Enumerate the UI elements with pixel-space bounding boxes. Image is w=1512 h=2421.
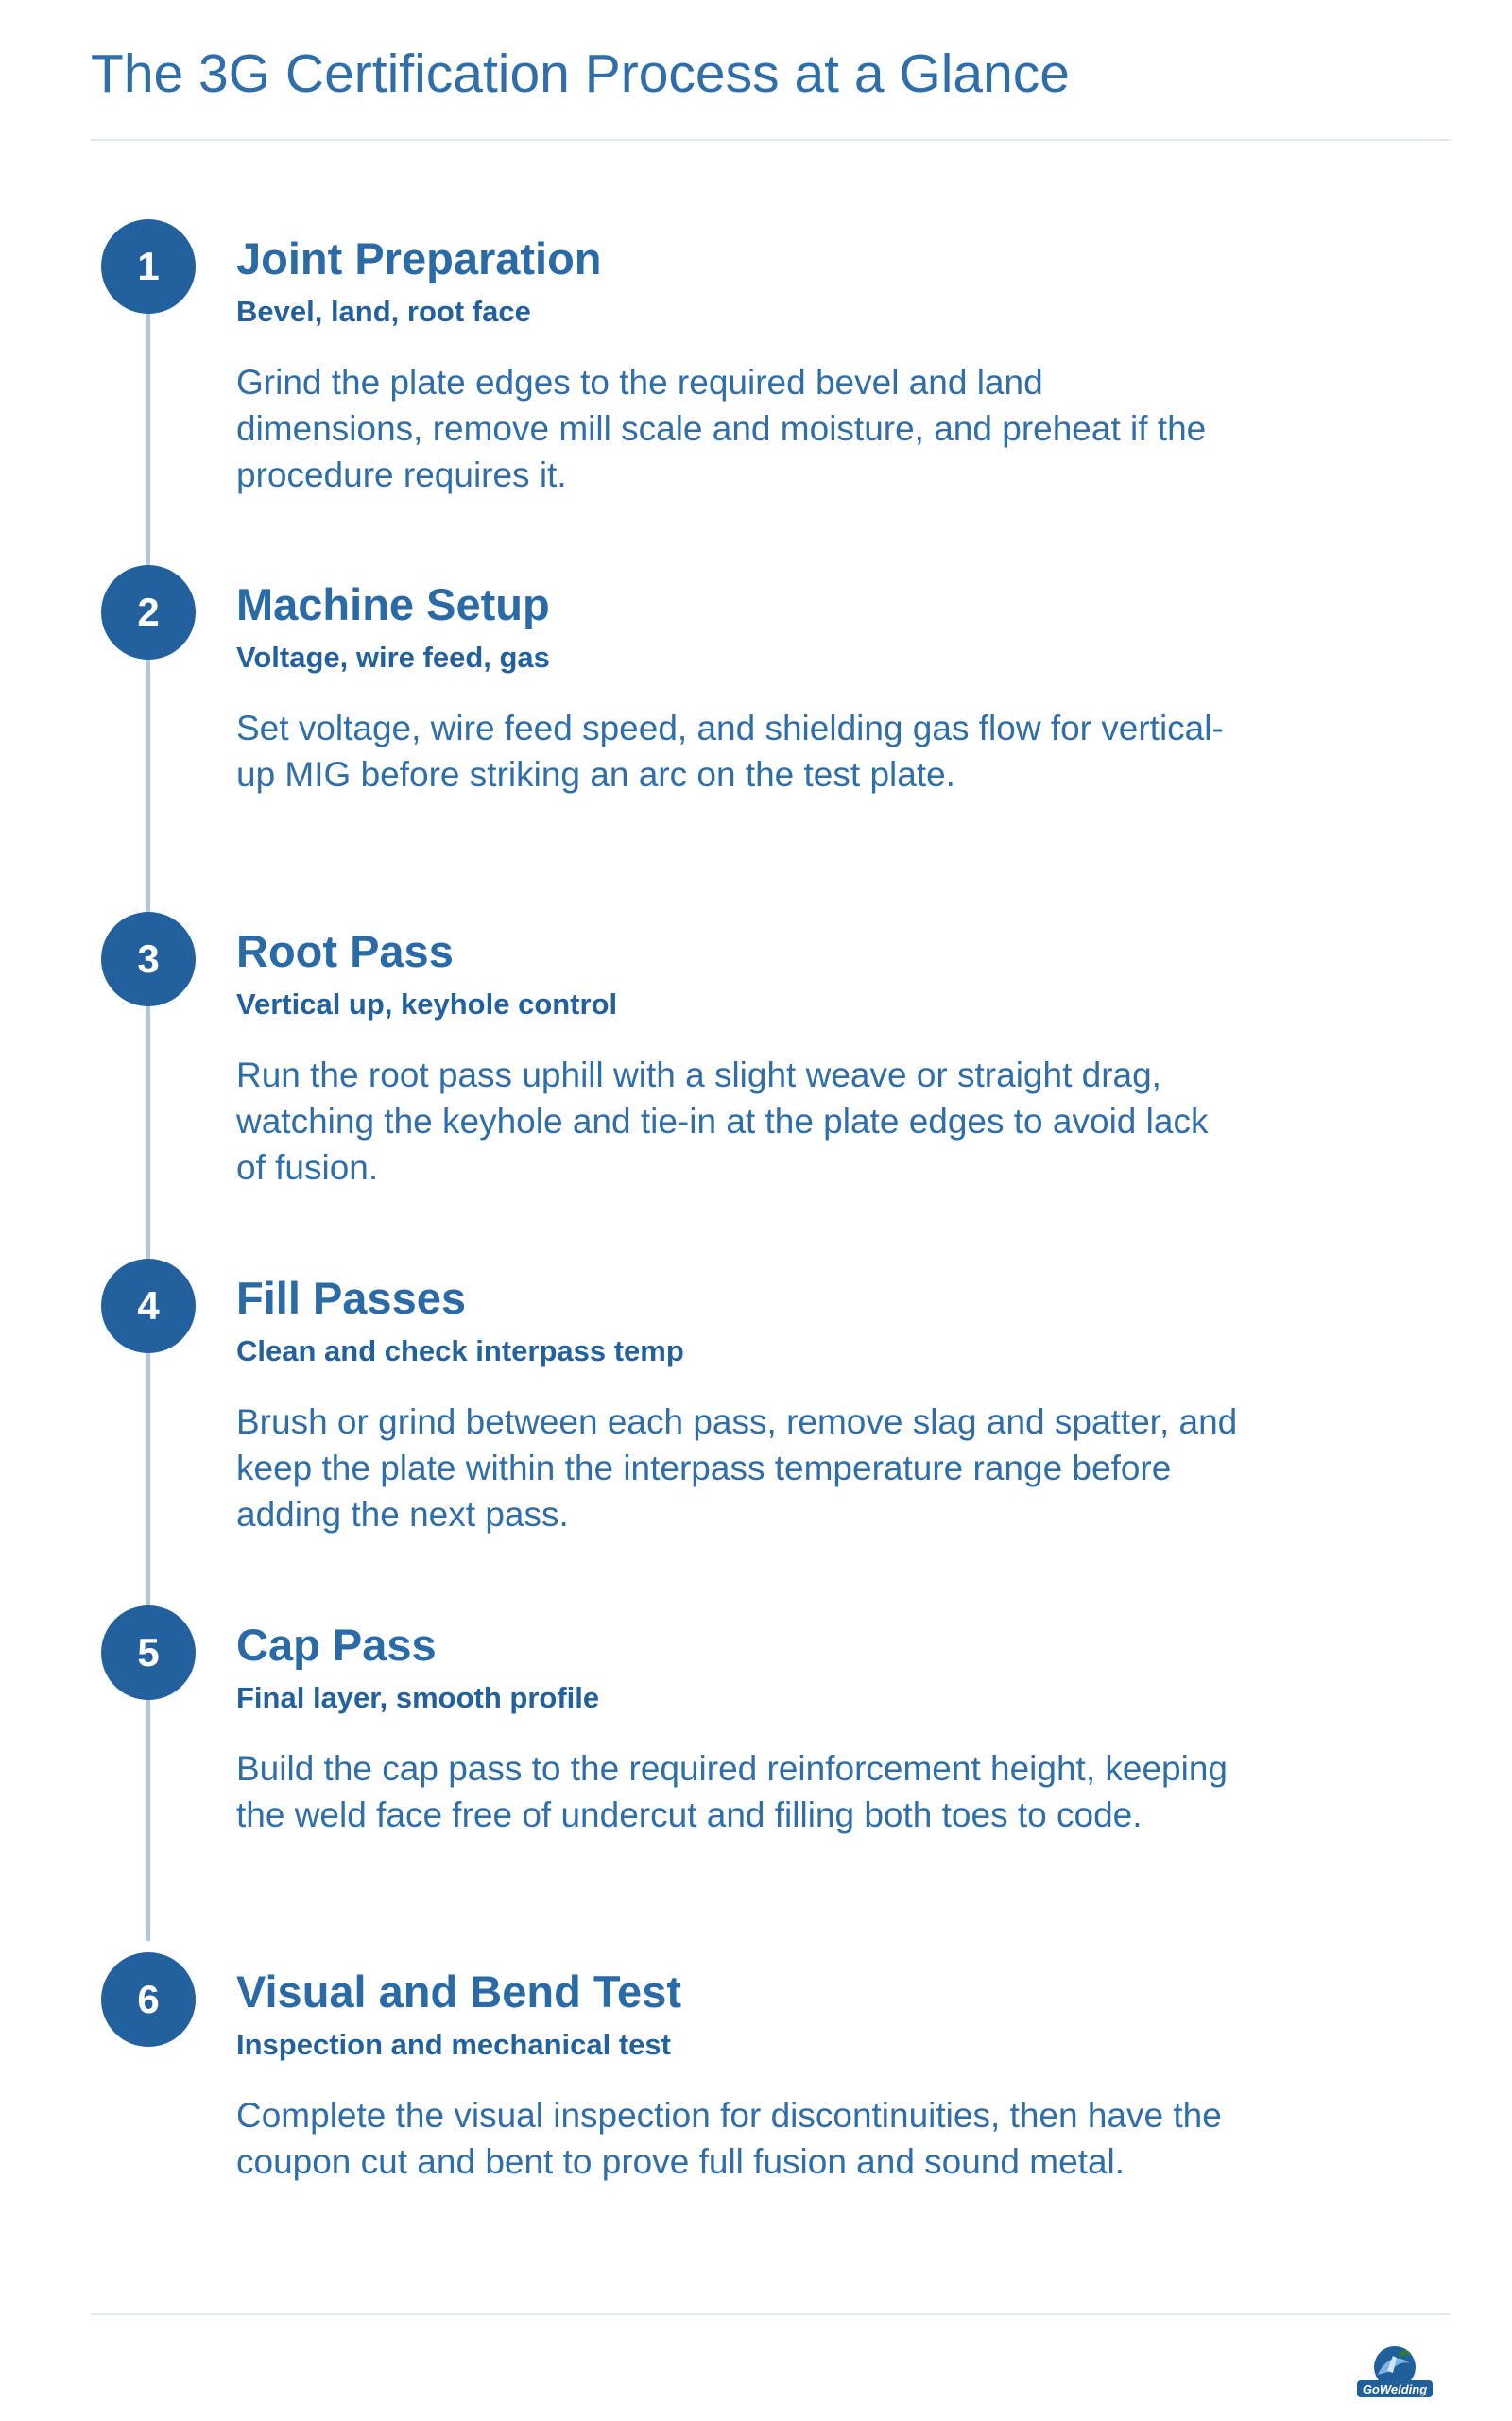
step-subtitle: Voltage, wire feed, gas (236, 641, 550, 674)
step-number-badge: 3 (101, 912, 196, 1006)
step-number-badge: 6 (101, 1952, 196, 2047)
step-number-badge: 2 (101, 565, 196, 660)
step-description: Complete the visual inspection for discontinuities, then have the coupon cut and bent to prove full fusion and sound metal. (236, 2096, 1222, 2181)
step-number-badge: 4 (101, 1259, 196, 1353)
step-description: Grind the plate edges to the required bevel and land dimensions, remove mill scale and moisture, and preheat if the procedure requires it. (236, 363, 1207, 494)
step-description: Build the cap pass to the required reinforcement height, keeping the weld face free of undercut and filling both toes to code. (236, 1749, 1228, 1834)
step-subtitle: Inspection and mechanical test (236, 2028, 671, 2061)
step-number-badge: 5 (101, 1605, 196, 1700)
bottom-divider (91, 2313, 1450, 2315)
step-description: Brush or grind between each pass, remove slag and spatter, and keep the plate within the interpass temperature range before adding the next pass. (236, 1402, 1238, 1534)
step-item (0, 1259, 1512, 1542)
step-item (0, 912, 1512, 1195)
goweling-logo-icon (1349, 2339, 1440, 2405)
step-subtitle: Bevel, land, root face (236, 295, 531, 328)
step-title: Cap Pass (236, 1620, 437, 1670)
step-title: Machine Setup (236, 579, 550, 629)
step-number-badge: 1 (101, 219, 196, 314)
step-subtitle: Vertical up, keyhole control (236, 987, 618, 1021)
logo-text: GoWelding (1362, 2382, 1428, 2396)
page-title: The 3G Certification Process at a Glance (91, 43, 1070, 104)
step-subtitle: Clean and check interpass temp (236, 1334, 684, 1367)
step-title: Fill Passes (236, 1273, 466, 1323)
step-title: Visual and Bend Test (236, 1966, 681, 2017)
step-item (0, 1605, 1512, 1889)
step-subtitle: Final layer, smooth profile (236, 1681, 600, 1714)
step-item (0, 1952, 1512, 2236)
step-item (0, 565, 1512, 849)
step-description: Set voltage, wire feed speed, and shielding gas flow for vertical-up MIG before striking an arc on the test plate. (236, 709, 1224, 794)
step-description: Run the root pass uphill with a slight weave or straight drag, watching the keyhole and tie-in at the plate edges to avoid lack of fusion. (236, 1056, 1209, 1187)
step-item (0, 219, 1512, 503)
step-title: Joint Preparation (236, 233, 602, 283)
step-title: Root Pass (236, 926, 454, 976)
